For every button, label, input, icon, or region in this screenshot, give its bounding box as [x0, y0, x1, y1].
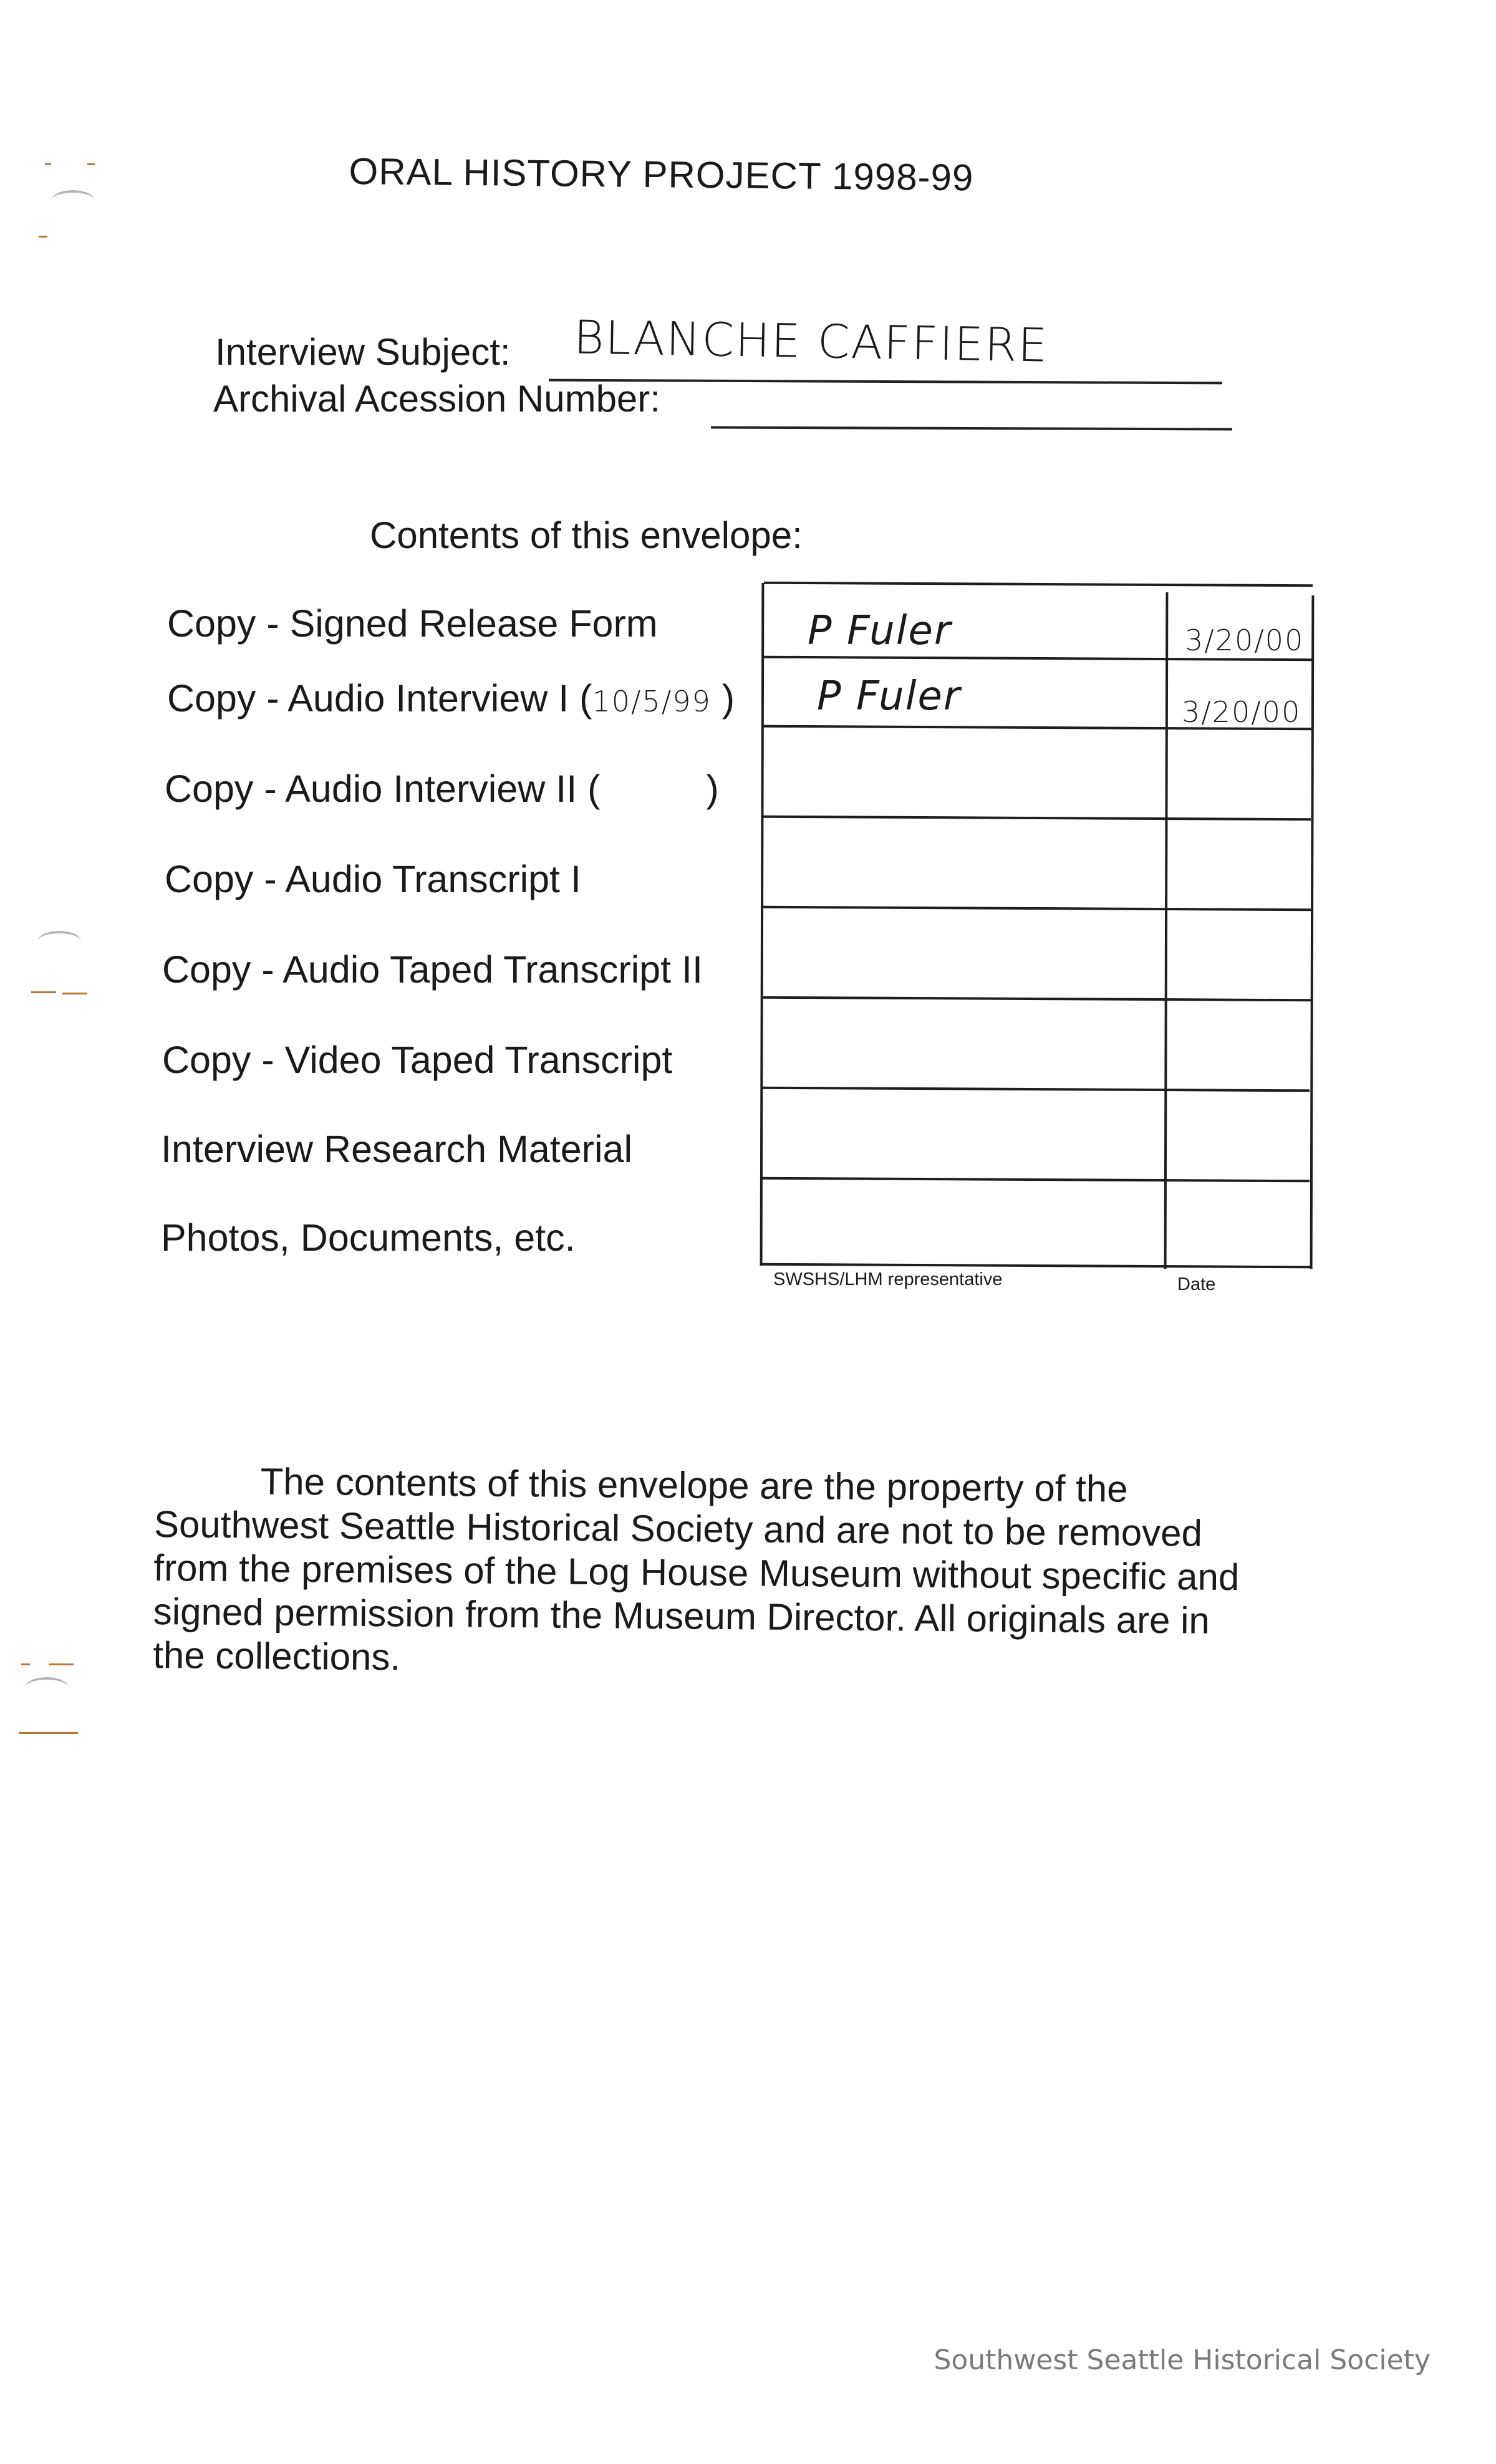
scan-speck — [31, 991, 56, 993]
notice-line: Southwest Seattle Historical Society and are not to be removed — [153, 1503, 1203, 1554]
grid-top-line — [764, 582, 1313, 587]
scan-speck — [45, 163, 51, 165]
contents-heading: Contents of this envelope: — [370, 514, 803, 556]
item-label-audio-transcript-1: Copy - Audio Transcript I — [165, 858, 581, 900]
item-label-photos-documents: Photos, Documents, etc. — [161, 1216, 576, 1259]
interview-date-note: 10/5/99 — [592, 685, 712, 718]
item-label-research-material: Interview Research Material — [161, 1128, 633, 1170]
subject-label: Interview Subject: — [215, 331, 511, 373]
grid-row-line — [762, 1087, 1310, 1092]
item-label-release-form: Copy - Signed Release Form — [167, 602, 658, 645]
item-label-video-taped-transcript: Copy - Video Taped Transcript — [162, 1039, 673, 1081]
binder-hole-mark — [25, 1677, 69, 1698]
grid-row-line — [763, 906, 1311, 912]
grid-row-line — [762, 996, 1311, 1002]
item-label-audio-taped-transcript-2: Copy - Audio Taped Transcript II — [162, 948, 703, 991]
notice-line: from the premises of the Log House Museum without specific and — [153, 1546, 1240, 1599]
notice-line: signed permission from the Museum Director. All originals are in — [153, 1590, 1210, 1642]
scan-speck — [87, 163, 95, 165]
scan-speck — [62, 993, 87, 994]
notice-line: The contents of this envelope are the property of the — [260, 1460, 1128, 1510]
scan-speck — [19, 1732, 78, 1734]
item-label-audio-interview-2: Copy - Audio Interview II ( ) — [165, 768, 719, 810]
binder-hole-mark — [37, 931, 81, 952]
column-caption-date: Date — [1177, 1274, 1216, 1294]
column-caption-representative: SWSHS/LHM representative — [773, 1269, 1003, 1289]
subject-value: BLANCHE CAFFIERE — [573, 310, 1049, 373]
accession-label: Archival Acession Number: — [213, 378, 660, 420]
grid-left-line — [760, 583, 765, 1266]
rep-signature-row-2: P Fuler — [817, 673, 962, 719]
grid-bottom-line — [761, 1263, 1311, 1269]
scan-speck — [39, 236, 47, 238]
grid-right-line — [1310, 595, 1315, 1269]
date-row-1: 3/20/00 — [1185, 623, 1305, 657]
item-label-audio-interview-1: Copy - Audio Interview I (10/5/99 ) — [167, 677, 735, 719]
rep-signature-row-1: P Fuler — [808, 608, 952, 654]
notice-paragraph — [153, 1459, 1339, 1688]
accession-underline — [711, 426, 1232, 431]
scan-speck — [49, 1663, 74, 1665]
footer-watermark: Southwest Seattle Historical Society — [934, 2344, 1431, 2376]
page-title: ORAL HISTORY PROJECT 1998-99 — [349, 150, 974, 199]
grid-row-line — [762, 1177, 1310, 1183]
date-row-2: 3/20/00 — [1182, 695, 1301, 729]
scan-speck — [21, 1663, 30, 1665]
grid-divider-line — [1164, 592, 1169, 1269]
grid-row-line — [763, 816, 1311, 821]
notice-line: the collections. — [152, 1634, 401, 1678]
binder-hole-mark — [51, 190, 95, 211]
